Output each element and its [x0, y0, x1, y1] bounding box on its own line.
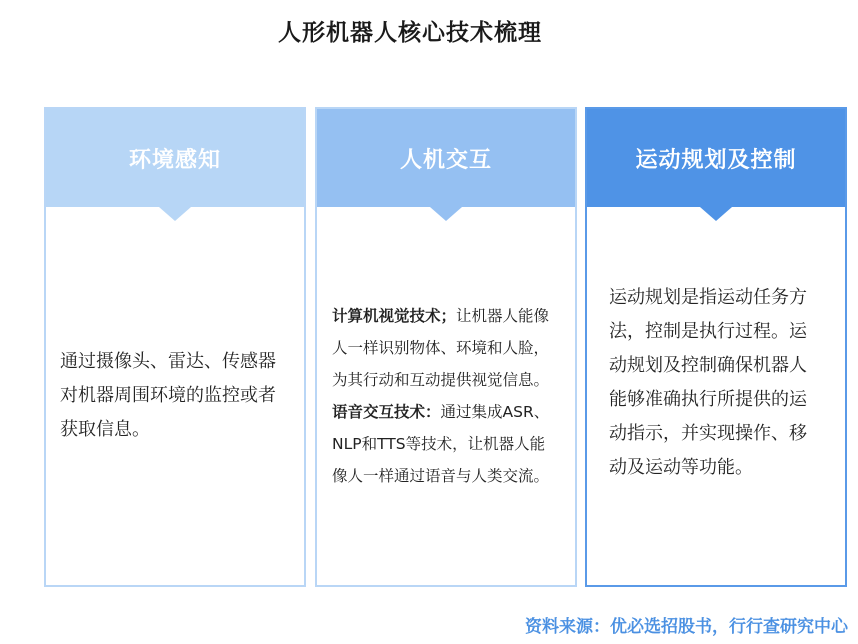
card-text	[332, 300, 560, 492]
section-label-voice: 语音交互技术：	[332, 403, 441, 421]
card-header	[317, 109, 575, 207]
card-header-label: 环境感知	[128, 147, 221, 173]
card-header-label: 人机交互	[399, 147, 492, 173]
card-text: 运动规划是指运动任务方法，控制是执行过程。运动规划及控制确保机器人能够准确执行所提供的运动指示，并实现操作、移动及运动等功能。	[609, 287, 807, 478]
card-header	[46, 109, 304, 207]
section-label-cv: 计算机视觉技术；	[332, 307, 457, 325]
source-note: 资料来源：优必选招股书，行行查研究中心	[525, 617, 848, 637]
card-header-label: 运动规划及控制	[635, 147, 797, 173]
card-motion-planning-control	[585, 107, 847, 587]
section-text-cv: 让机器人能像人一样识别物体、环境和人脸，为其行动和互动提供视觉信息。	[332, 307, 550, 389]
card-body	[317, 207, 575, 585]
card-body	[587, 207, 845, 585]
section-text-voice: 通过集成ASR、NLP和TTS等技术，让机器人能像人一样通过语音与人类交流。	[332, 403, 550, 485]
card-header	[587, 109, 845, 207]
card-text: 通过摄像头、雷达、传感器对机器周围环境的监控或者获取信息。	[60, 351, 276, 440]
page-title: 人形机器人核心技术梳理	[278, 20, 542, 46]
card-environment-perception	[44, 107, 306, 587]
card-human-machine-interaction	[315, 107, 577, 587]
card-body	[46, 207, 304, 585]
